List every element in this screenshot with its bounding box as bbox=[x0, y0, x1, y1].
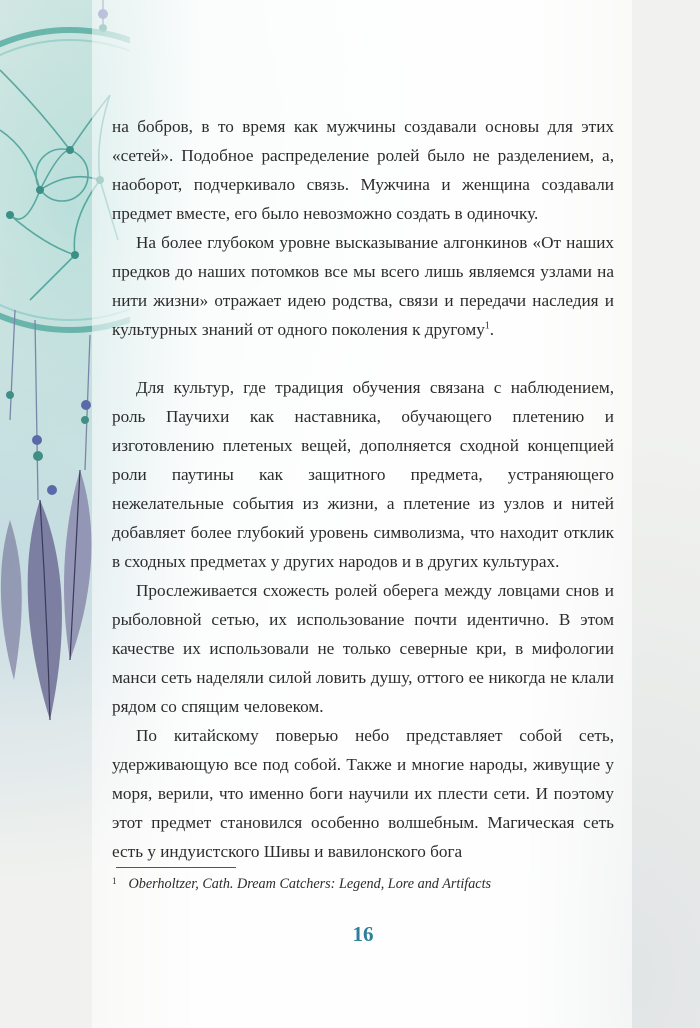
body-text bbox=[112, 112, 614, 866]
footnote-reference: 1 bbox=[484, 320, 490, 332]
paragraph: Для культур, где традиция обучения связана с наблюдением, роль Паучихи как наставника, обучающего плетению и изготовлению плетеных вещей, дополняется сходной концепцией роли паутины как защитного предмета, устраняющего нежелательные события из жизни, а плетение из узлов и нитей добавляет более глубокий уровень символизма, что находит отклик в сходных предметах у других народов и в других культурах. bbox=[112, 378, 614, 571]
paragraph: По китайскому поверью небо представляет собой сеть, удерживающую все под собой. Также и многие народы, живущие у моря, верили, что именно боги научили их плести сети. И поэтому этот предмет становился особенно волшебным. Магическая сеть есть у индуистского Шивы и вавилонского бога bbox=[112, 726, 614, 861]
paragraph-with-footnote: На более глубоком уровне высказывание алгонкинов «От наших предков до наших потомков все мы всего лишь являемся узлами на нити жизни» отражает идею родства, связи и передачи наследия и культурных знаний от одного поколения к другому$^1$. bbox=[112, 233, 614, 339]
feather-icon bbox=[1, 520, 22, 680]
paragraph: Прослеживается схожесть ролей оберега между ловцами снов и рыболовной сетью, их использование почти идентично. В этом качестве их использовали не только северные кри, в мифологии манси сеть наделяли силой ловить душу, оттого ее никогда не клали рядом со спящим человеком. bbox=[112, 581, 614, 716]
page-number: 16 bbox=[352, 922, 374, 946]
feather-icon bbox=[64, 470, 91, 660]
footnote bbox=[112, 876, 612, 893]
feather-icon bbox=[28, 500, 62, 720]
footnote-text: Oberholtzer, Cath. Dream Catchers: Legend, Lore and Artifacts bbox=[128, 876, 492, 892]
hanging-strands bbox=[10, 310, 90, 500]
paragraph: на бобров, в то время как мужчины создавали основы для этих «сетей». Подобное распределение ролей было не разделением, а, наоборот, подчеркивало связь. Мужчина и женщина создавали предмет вместе, его было невозможно создать в одиночку. bbox=[112, 117, 614, 223]
paragraph-text: На более глубоком уровне высказывание алгонкинов «От наших предков до наших потомков все мы всего лишь являемся узлами на нити жизни» отражает идею родства, связи и передачи наследия и культурных знаний от одного поколения к другому bbox=[112, 233, 614, 339]
footnote-divider bbox=[116, 867, 236, 868]
footnote-mark: 1 bbox=[112, 876, 117, 886]
